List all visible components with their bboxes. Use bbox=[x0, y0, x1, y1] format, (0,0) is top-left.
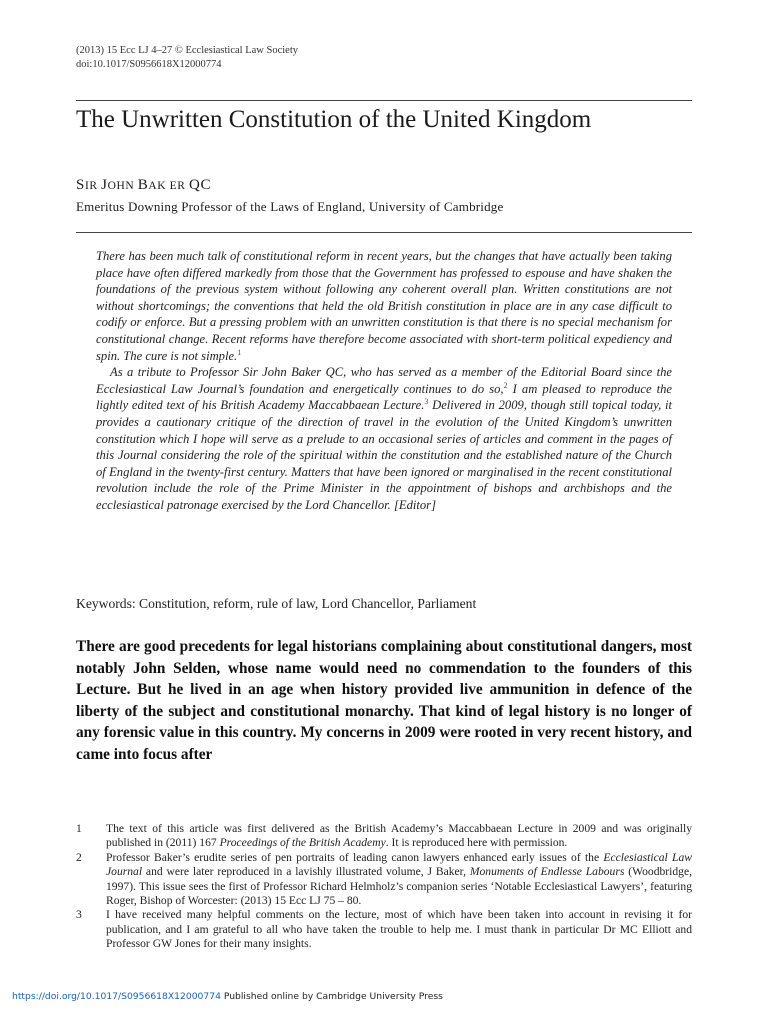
author-name bbox=[76, 176, 211, 195]
body-paragraph: There are good precedents for legal historians complaining about constitutional dangers, most notably John Selden, whose name would need no commendation to the founders of this Lecture. But he lived in an age when history provided live ammunition in defence of the liberty of the subject and constitutional monarchy. That kind of legal history is no longer of any forensic value in this country. My concerns in 2009 were rooted in very recent history, and came into focus after bbox=[76, 638, 692, 763]
footnote bbox=[76, 851, 692, 909]
doi-line: doi:10.1017/S0956618X12000774 bbox=[76, 59, 222, 70]
body-text bbox=[76, 636, 692, 765]
abstract-text-2c: Delivered in 2009, though still topical today, it provides a cautionary critique of the direction of travel in the evolution of the United Kingdom’s unwritten constitution which I hope will serve as a prelude to an occasional series of articles and comment in the pages of this Journal considering the role of the spiritual within the constitution and the established nature of the Church of England in the twenty-first century. Matters that have been ignored or marginalised in the recent constitutional revolution include the role of the Prime Minister in the appointment of bishops and archbishops and the ecclesiastical patronage exercised by the Lord Chancellor. [Editor] bbox=[96, 398, 672, 512]
author-last-initial: B bbox=[137, 177, 149, 193]
header-rule bbox=[76, 100, 692, 101]
footnote-ref-1[interactable]: 1 bbox=[237, 347, 242, 357]
citation-line: (2013) 15 Ecc LJ 4–27 © Ecclesiastical Law Society bbox=[76, 45, 298, 56]
footnote-ref-2[interactable]: 2 bbox=[503, 380, 508, 390]
footnote-text: I have received many helpful comments on the lecture, most of which have been taken into account in revising it for publication, and I am grateful to all who have taken the trouble to help me. I must thank in particular Dr MC Elliott and Professor GW Jones for their many insights. bbox=[106, 908, 692, 951]
publication-footer bbox=[12, 991, 443, 1003]
article-title: The Unwritten Constitution of the United Kingdom bbox=[76, 106, 592, 133]
author-prefix-initial: S bbox=[76, 177, 85, 193]
footnote-number: 2 bbox=[76, 850, 82, 864]
footnote-text: Professor Baker’s erudite series of pen portraits of leading canon lawyers enhanced early issues of the Ecclesiastical Law Journal and were later reproduced in a lavishly illustrated volume, J Baker, Monuments of Endlesse Labours (Woodbridge, 1997). This issue sees the first of Professor Richard Helmholz’s companion series ‘Notable Ecclesiastical Lawyers’, featuring Roger, Bishop of Worcester: (2013) 15 Ecc LJ 75 – 80. bbox=[106, 850, 693, 908]
abstract-text-2b: I am pleased to reproduce the lightly edited text of his British Academy Maccabbaean Lecture. bbox=[96, 381, 672, 413]
abstract-text-1: There has been much talk of constitutional reform in recent years, but the changes that have actually been taking place have often differed markedly from those that the Government has professed to espouse and have shaken the foundations of the previous system without following any coherent overall plan. Written constitutions are not without shortcomings; the conventions that held the old British constitution in place are in any case difficult to codify or enforce. But a pressing problem with an unwritten constitution is that there is no special mechanism for constitutional change. Recent reforms have therefore become associated with short-term political expediency and spin. The cure is not simple. bbox=[96, 249, 672, 363]
doi-link[interactable]: https://doi.org/10.1017/S0956618X12000774 bbox=[12, 991, 221, 1002]
footnotes bbox=[76, 822, 692, 952]
author-last-rest: AK ER bbox=[148, 180, 190, 192]
footnote bbox=[76, 822, 692, 851]
footnote bbox=[76, 908, 692, 951]
journal-citation bbox=[76, 44, 298, 72]
footnote-ref-3[interactable]: 3 bbox=[424, 397, 429, 407]
author-first-initial: J bbox=[101, 177, 108, 193]
author-first-rest: OHN bbox=[107, 180, 138, 192]
author-prefix-rest: IR bbox=[84, 180, 102, 192]
keywords: Keywords: Constitution, reform, rule of law, Lord Chancellor, Parliament bbox=[76, 596, 477, 611]
author-suffix: QC bbox=[189, 177, 212, 193]
abstract-paragraph-1 bbox=[96, 248, 672, 364]
author-affiliation: Emeritus Downing Professor of the Laws of England, University of Cambridge bbox=[76, 199, 504, 214]
abstract-paragraph-2 bbox=[96, 364, 672, 513]
abstract bbox=[96, 248, 672, 514]
footnote-text: The text of this article was first delivered as the British Academy’s Maccabbaean Lecture in 2009 and was originally published in (2011) 167 Proceedings of the British Academy. It is reproduced here with permission. bbox=[106, 822, 692, 850]
abstract-text-2a: As a tribute to Professor Sir John Baker QC, who has served as a member of the Editorial Board since the Ecclesiastical Law Journal’s foundation and energetically continues to do so, bbox=[96, 365, 672, 396]
footnote-number: 1 bbox=[76, 822, 82, 835]
published-online-text: Published online by Cambridge University Press bbox=[220, 991, 443, 1002]
footnote-number: 3 bbox=[76, 908, 82, 922]
abstract-rule bbox=[76, 232, 692, 233]
